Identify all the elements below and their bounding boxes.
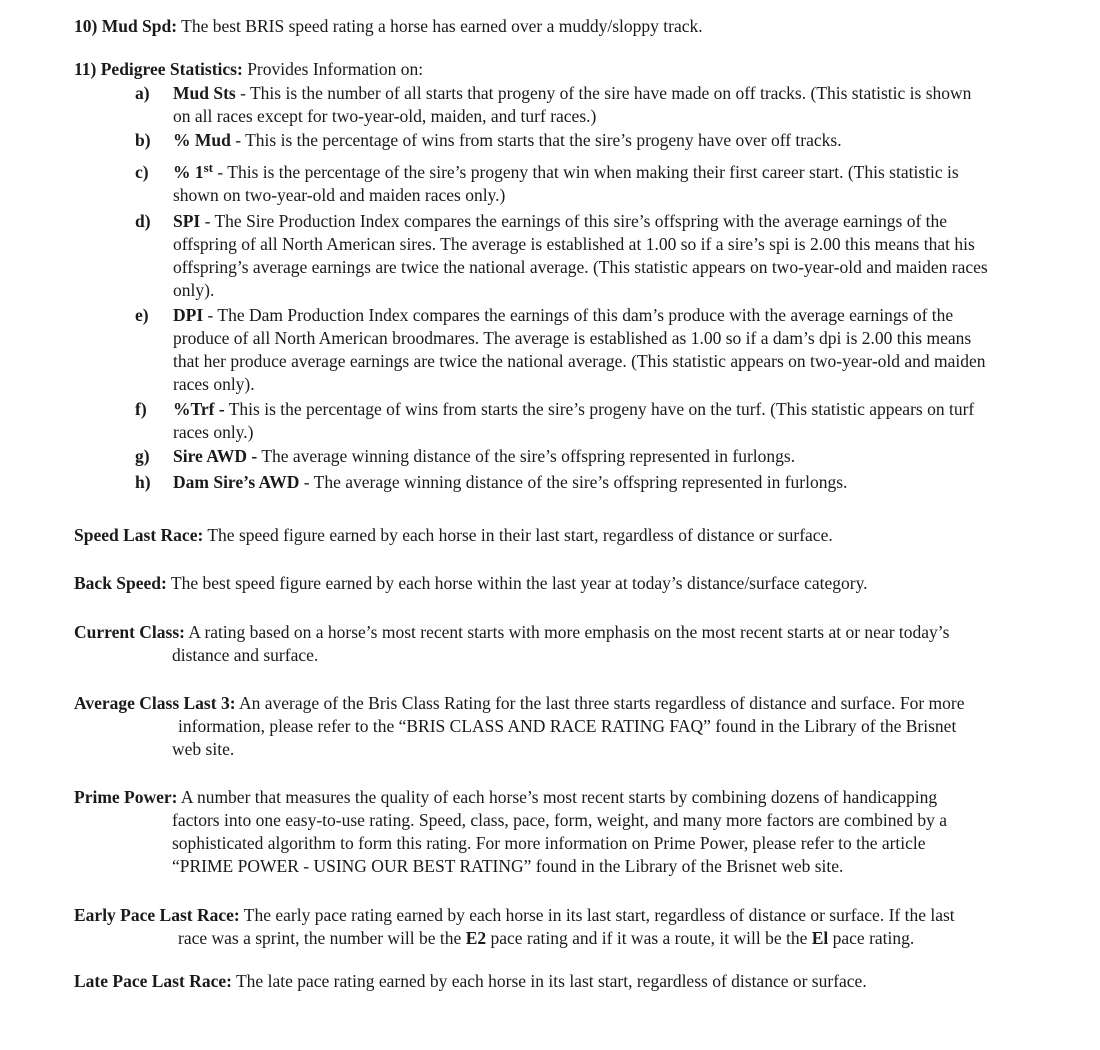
entry-current-class: Current Class: A rating based on a horse’s most recent starts with more emphasis on the most recent starts at or near today’s distance and surface. (74, 622, 950, 665)
term-early-pace-last-race: Early Pace Last Race: (74, 905, 240, 925)
list-item: b) % Mud - This is the percentage of wins from starts that the sire’s progeny have over off tracks. (135, 130, 842, 150)
term-late-pace-last-race: Late Pace Last Race: (74, 971, 232, 991)
entry-pedigree-statistics (74, 58, 423, 81)
list-item: h) Dam Sire’s AWD - The average winning distance of the sire’s offspring represented in furlongs. (135, 472, 848, 492)
term-prime-power: Prime Power: (74, 787, 178, 807)
item-term: Dam Sire’s AWD (173, 472, 300, 492)
entry-early-pace-last-race: Early Pace Last Race: The early pace rating earned by each horse in its last start, regardless of distance or surface. If the last race was a sprint, the number will be the E2 pace rating and if it was a route, it will be the El pace rating. (74, 905, 955, 948)
pedigree-list (135, 82, 1085, 494)
item-term: % Mud (173, 130, 231, 150)
entry-late-pace-last-race: Late Pace Last Race: The late pace rating earned by each horse in its last start, regardless of distance or surface. (74, 971, 867, 991)
el-term: El (811, 928, 829, 948)
entry-back-speed: Back Speed: The best speed figure earned by each horse within the last year at today’s distance/surface category. (74, 573, 868, 593)
definition-mud-spd: The best BRIS speed rating a horse has earned over a muddy/sloppy track. (177, 16, 703, 36)
list-item: g) Sire AWD - The average winning distance of the sire’s offspring represented in furlongs. (135, 446, 796, 466)
entry-prime-power: Prime Power: A number that measures the quality of each horse’s most recent starts by combining dozens of handicapping factors into one easy-to-use rating. Speed, class, pace, form, weight, and many more factors are combined by a sophisticated algorithm to form this rating. For more information on Prime Power, please refer to the article “PRIME POWER - USING OUR BEST RATING” found in the Library of the Brisnet web site. (74, 787, 948, 876)
item-term: % 1 (173, 162, 204, 182)
list-item: c) % 1st - This is the percentage of the sire’s progeny that win when making their first career start. (This statistic is shown on two-year-old and maiden races only.) (135, 160, 959, 205)
list-item: f) %Trf - This is the percentage of wins from starts the sire’s progeny have on the turf. (This statistic appears on turf races only.) (135, 399, 975, 442)
list-item: e) DPI - The Dam Production Index compares the earnings of this dam’s produce with the average earnings of the produce of all North American broodmares. The average is established as 1.00 so if a dam’s dpi is 2.00 this means that her produce average earnings are twice the national average. (This statistic appears on two-year-old and maiden races only). (135, 305, 986, 394)
term-average-class-last-3: Average Class Last 3: (74, 693, 236, 713)
item-term: DPI (173, 305, 204, 325)
term-current-class: Current Class: (74, 622, 185, 642)
e2-term: E2 (465, 928, 487, 948)
pedigree-intro: Provides Information on: (242, 59, 424, 79)
item-term-superscript: st (203, 160, 214, 175)
entry-average-class-last-3: Average Class Last 3: An average of the Bris Class Rating for the last three starts regardless of distance and surface. For more information, please refer to the “BRIS CLASS AND RACE RATING FAQ” found in the Library of the Brisnet web site. (74, 693, 965, 759)
term-pedigree-statistics: 11) Pedigree Statistics: (74, 59, 243, 79)
list-item: d) SPI - The Sire Production Index compares the earnings of this sire’s offspring with the average earnings of the offspring of all North American sires. The average is established at 1.00 so if a sire’s spi is 2.00 this means that his offspring’s average earnings are twice the national average. (This statistic appears on two-year-old and maiden races only). (135, 211, 988, 300)
item-term: Mud Sts (173, 83, 236, 103)
entry-speed-last-race: Speed Last Race: The speed figure earned by each horse in their last start, regardless of distance or surface. (74, 525, 833, 545)
term-back-speed: Back Speed: (74, 573, 167, 593)
list-item: a) Mud Sts - This is the number of all starts that progeny of the sire have made on off tracks. (This statistic is shown on all races except for two-year-old, maiden, and turf races.) (135, 83, 972, 126)
term-mud-spd: 10) Mud Spd: (74, 16, 178, 36)
item-term: Sire AWD - (173, 446, 258, 466)
item-term: SPI (173, 211, 201, 231)
term-speed-last-race: Speed Last Race: (74, 525, 204, 545)
item-term: %Trf - (173, 399, 225, 419)
entry-mud-spd (74, 15, 703, 38)
